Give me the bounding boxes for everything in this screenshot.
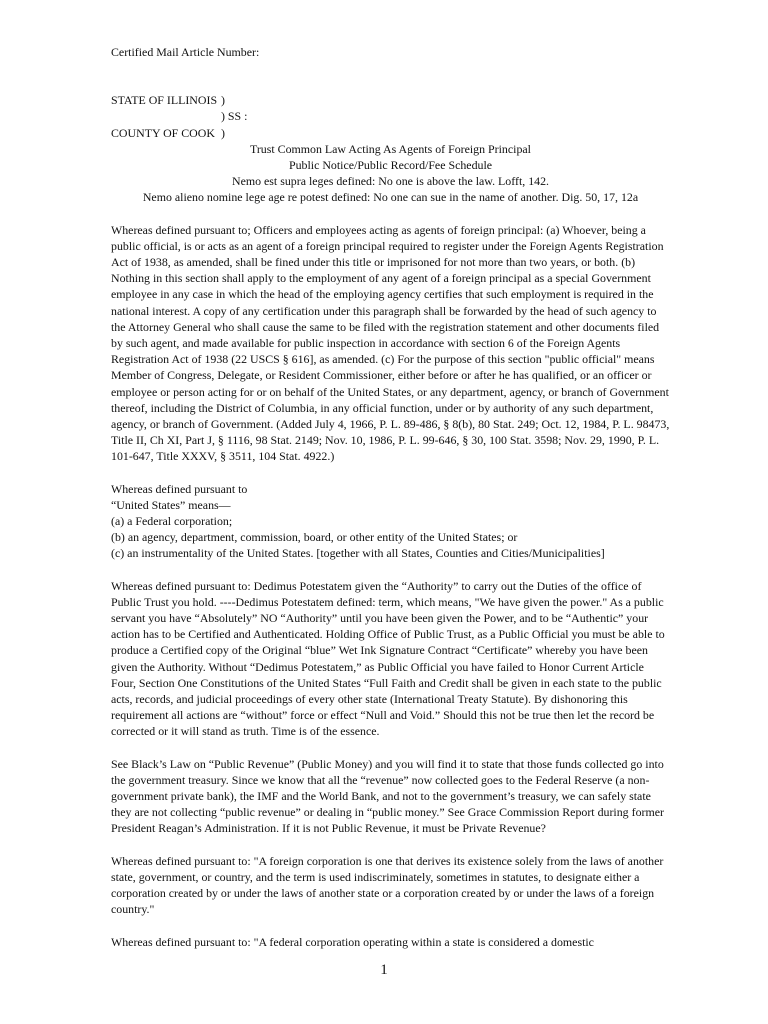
venue-county-line [111, 125, 670, 141]
paragraph-public-revenue: See Black’s Law on “Public Revenue” (Public Money) and you will find it to state that those funds collected go into the government treasury. Since we know that all the “revenue” now collected goes to the Federal Reserve (a non-government private bank), the IMF and the World Bank, and not to the government’s treasury, we can safely state they are not collecting “public revenue” or dealing in “public money.” See Grace Commission Report during former President Reagan’s Administration. If it is not Public Revenue, it must be Private Revenue? [111, 756, 664, 836]
list-item: (c) an instrumentality of the United States. [together with all States, Counties and Cities/Municipalities] [111, 546, 605, 561]
page-number: 1 [380, 962, 388, 978]
paragraph-foreign-corporation: Whereas defined pursuant to: "A foreign corporation is one that derives its existence solely from the laws of another state, government, or country, and the term is used indiscriminately, sometimes in statutes, to designate either a corporation created by or under the laws of another state or a corporation created by or under the laws of a foreign country." [111, 853, 664, 917]
list-item: (b) an agency, department, commission, board, or other entity of the United States; or [111, 530, 518, 545]
venue-paren: ) [221, 93, 225, 108]
list-item: Whereas defined pursuant to [111, 481, 248, 496]
list-item: (a) a Federal corporation; [111, 514, 233, 529]
paragraph-dedimus-potestatem: Whereas defined pursuant to: Dedimus Potestatem given the “Authority” to carry out the Duties of the office of Public Trust you hold. ----Dedimus Potestatem defined: term, which means, "We have given the power." As a public servant you have “Absolutely” NO “Authority” until you have been given the Power, and to be “Authentic” your action has to be Certified and Authenticated. Holding Office of Public Trust, as a Public Official you must be able to produce a Certified copy of the Original “blue” Wet Ink Signature Contract “Certificate” whereby you have been given the Authority. Without “Dedimus Potestatem,” as Public Official you have failed to Honor Current Article Four, Section One Constitutions of the United States “Full Faith and Credit shall be given in each state to the public acts, records, and judicial proceedings of every other state (International Treaty Statute). By dishonoring this requirement all actions are “without” force or effect “Null and Void.” Should this not be true then let the record be corrected or it will stand as truth. Time is of the essence. [111, 578, 665, 739]
spacer [111, 918, 670, 934]
paragraph-federal-corporation: Whereas defined pursuant to: "A federal corporation operating within a state is considered a domestic [111, 934, 594, 949]
certified-mail-line: Certified Mail Article Number: [111, 45, 260, 59]
maxim-line: Nemo alieno nomine lege age re potest defined: No one can sue in the name of another. Dig. 50, 17, 12a [142, 190, 639, 205]
venue-county: COUNTY OF COOK [111, 125, 215, 140]
venue-paren: ) [221, 125, 225, 140]
spacer [111, 740, 670, 756]
document-title: Trust Common Law Acting As Agents of Foreign Principal [250, 141, 531, 156]
spacer [111, 837, 670, 853]
document-subtitle: Public Notice/Public Record/Fee Schedule [288, 157, 493, 172]
spacer [111, 60, 670, 92]
maxim-line: Nemo est supra leges defined: No one is above the law. Lofft, 142. [232, 174, 549, 189]
spacer [111, 206, 670, 222]
venue-ss-line [111, 108, 670, 124]
paragraph-foreign-agents: Whereas defined pursuant to; Officers and employees acting as agents of foreign principal: (a) Whoever, being a public official, is or acts as an agent of a foreign principal required to register under the Foreign Agents Registration Act of 1938, as amended, shall be fined under this title or imprisoned for not more than two years, or both. (b) Nothing in this section shall apply to the employment of any agent of a foreign principal as a special Government employee in any case in which the head of the employing agency certifies that such employment is required in the national interest. A copy of any certification under this paragraph shall be forwarded by the head of such agency to the Attorney General who shall cause the same to be filed with the registration statement and other documents filed by such agent, and made available for public inspection in accordance with section 6 of the Foreign Agents Registration Act of 1938 (22 USCS § 616], as amended. (c) For the purpose of this section "public official" means Member of Congress, Delegate, or Resident Commissioner, either before or after he has qualified, or an officer or employee or person acting for or on behalf of the United States, or any department, agency, or branch of Government thereof, including the District of Columbia, in any official function, under or by authority of any such department, agency, or branch of Government. (Added July 4, 1966, P. L. 89-486, § 8(b), 80 Stat. 249; Oct. 12, 1984, P. L. 98473, Title II, Ch XI, Part J, § 1116, 98 Stat. 2149; Nov. 10, 1986, P. L. 99-646, § 30, 100 Stat. 3598; Nov. 29, 1990, P. L. 101-647, Title XXXV, § 3511, 104 Stat. 4922.) [111, 222, 670, 464]
spacer [111, 465, 670, 481]
paragraph-united-states-definition [111, 481, 670, 562]
venue-ss: ) SS : [221, 109, 248, 124]
spacer [111, 562, 670, 578]
venue-state-line [111, 92, 670, 108]
venue-state: STATE OF ILLINOIS [111, 93, 218, 108]
list-item: “United States” means— [111, 497, 231, 512]
